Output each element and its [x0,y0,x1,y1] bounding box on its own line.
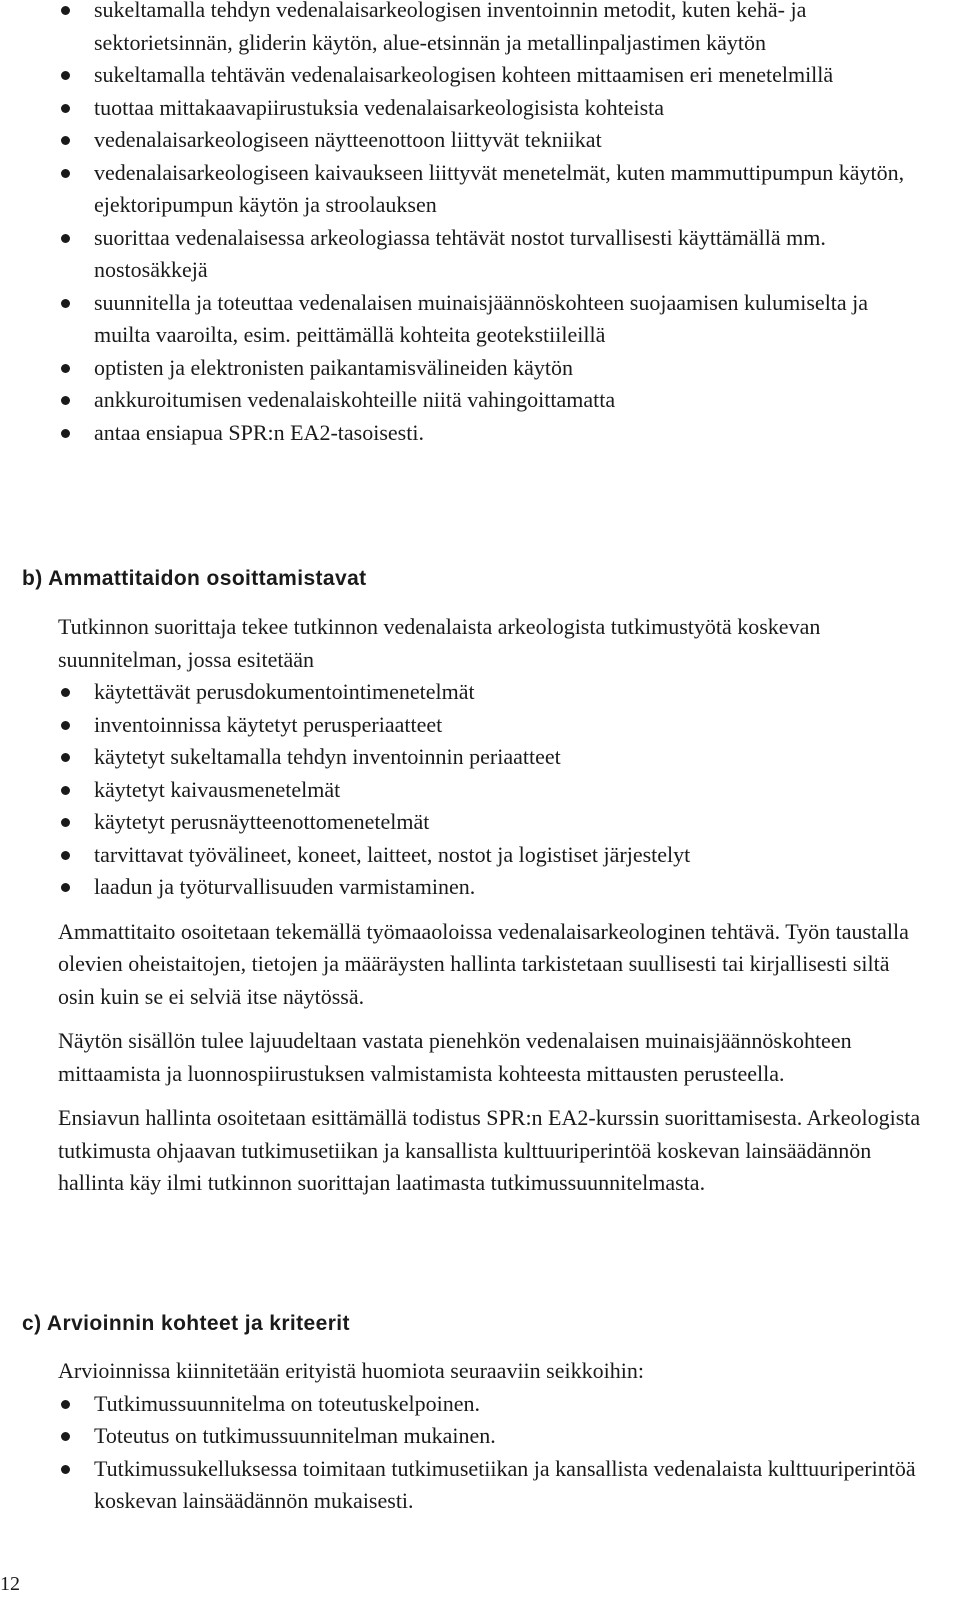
list-item: tuottaa mittakaavapiirustuksia vedenalaisarkeologisista kohteista [58,92,928,125]
list-item: tarvittavat työvälineet, koneet, laitteet, nostot ja logistiset järjestelyt [58,839,928,872]
list-item: suorittaa vedenalaisessa arkeologiassa tehtävät nostot turvallisesti käyttämällä mm. nostosäkkejä [58,222,928,287]
list-item: vedenalaisarkeologiseen kaivaukseen liittyvät menetelmät, kuten mammuttipumpun käytön, ejektoripumpun käytön ja stroolauksen [58,157,928,222]
skills-list [58,0,928,449]
list-item: Tutkimussukelluksessa toimitaan tutkimusetiikan ja kansallista vedenalaista kulttuuriperintöä koskevan lainsäädännön mukaisesti. [58,1453,928,1518]
list-item: sukeltamalla tehdyn vedenalaisarkeologisen inventoinnin metodit, kuten kehä- ja sektorietsinnän, gliderin käytön, alue-etsinnän ja metallinpaljastimen käytön [58,0,928,59]
list-item: käytetyt sukeltamalla tehdyn inventoinnin periaatteet [58,741,928,774]
list-item: sukeltamalla tehtävän vedenalaisarkeologisen kohteen mittaamisen eri menetelmillä [58,59,928,92]
list-item: ankkuroitumisen vedenalaiskohteille niitä vahingoittamatta [58,384,928,417]
paragraph: Ensiavun hallinta osoitetaan esittämällä todistus SPR:n EA2-kurssin suorittamisesta. Arkeologista tutkimusta ohjaavan tutkimusetiikan ja kansallista kulttuuriperintöä koskevan lainsäädännön hallinta käy ilmi tutkinnon suorittajan laatimasta tutkimussuunnitelmasta. [58,1105,921,1195]
list-item: inventoinnissa käytetyt perusperiaatteet [58,709,928,742]
paragraph: Ammattitaito osoitetaan tekemällä työmaaoloissa vedenalaisarkeologinen tehtävä. Työn taustalla olevien oheistaitojen, tietojen ja määräysten hallinta tarkistetaan suullisesti tai kirjallisesti siltä osin kuin se ei selviä itse näytössä. [58,918,909,1009]
section-b-intro: Tutkinnon suorittaja tekee tutkinnon vedenalaista arkeologista tutkimustyötä koskevan suunnitelman, jossa esitetään [58,614,821,672]
list-item: laadun ja työturvallisuuden varmistaminen. [58,871,928,904]
section-c-intro: Arvioinnissa kiinnitetään erityistä huomiota seuraaviin seikkoihin: [58,1358,644,1383]
list-item: optisten ja elektronisten paikantamisvälineiden käytön [58,352,928,385]
section-b-body [58,611,928,1200]
section-c-heading: c) Arvioinnin kohteet ja kriteerit [22,1312,350,1335]
list-item: Tutkimussuunnitelma on toteutuskelpoinen. [58,1388,928,1421]
list-item: käytetyt kaivausmenetelmät [58,774,928,807]
list-item: suunnitella ja toteuttaa vedenalaisen muinaisjäännöskohteen suojaamisen kulumiselta ja muilta vaaroilta, esim. peittämällä kohteita geotekstiileillä [58,287,928,352]
list-item: Toteutus on tutkimussuunnitelman mukainen. [58,1420,928,1453]
paragraph: Näytön sisällön tulee lajuudeltaan vastata pienehkön vedenalaisen muinaisjäännöskohteen mittaamista ja luonnospiirustuksen valmistamista kohteesta mittausten perusteella. [58,1028,852,1086]
section-b-heading: b) Ammattitaidon osoittamistavat [22,567,367,590]
list-item: käytettävät perusdokumentointimenetelmät [58,676,928,709]
list-item: antaa ensiapua SPR:n EA2-tasoisesti. [58,417,928,450]
section-c-body [58,1355,928,1518]
page-number: 12 [0,1573,20,1595]
criteria-list [58,1388,928,1518]
plan-contents-list [58,676,928,904]
list-item: vedenalaisarkeologiseen näytteenottoon liittyvät tekniikat [58,124,928,157]
list-item: käytetyt perusnäytteenottomenetelmät [58,806,928,839]
